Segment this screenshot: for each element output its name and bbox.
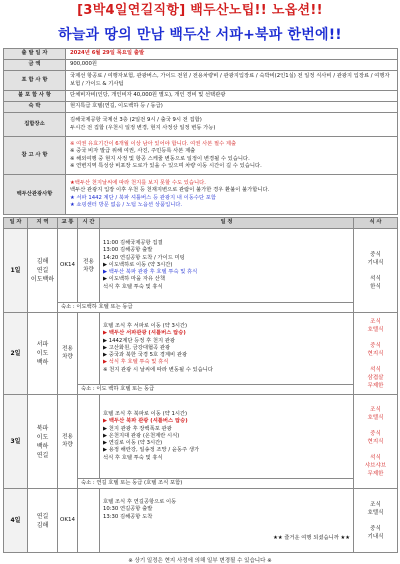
shopping-line: ★ 쇼핑센터 방문 없음 / 노팁 노옵션 상품입니다. <box>70 201 183 208</box>
departure-value: 2024년 6월 29일 목요일 출발 <box>66 49 398 60</box>
day-4-meal: 조식 호텔식 중식 기내식 <box>354 489 398 553</box>
gathering-value <box>66 113 398 137</box>
day-1-transport: OK14 <box>58 229 78 303</box>
shopping-line: ★ 서파 1442 계단 / 북파 셔틀버스 등 관광지 내 이동수단 포함 <box>70 194 216 201</box>
hotel-value: 현지특급 호텔(연길, 이도백하 등 / 동급) <box>66 102 398 113</box>
day-3-label: 3일 <box>4 395 28 489</box>
day-2-meal: 조식 호텔식 중식 현지식 석식 삼겹살 무제한 <box>354 313 398 395</box>
notes-value <box>66 137 398 175</box>
day-1-time: 전용 차량 <box>78 229 100 303</box>
notes-line: ※ 해외여행 중 현지 사정 및 항공 스케줄 변동으로 일정이 변경될 수 있습니다. <box>70 155 250 162</box>
schedule-table <box>3 217 398 553</box>
shopping-label: 백두산관광사항 <box>4 175 66 215</box>
page-subtitle: 하늘과 땅의 만남 백두산 서파+북파 한번에!! <box>58 27 342 43</box>
day-4-region: 연길 김해 <box>28 489 58 553</box>
schedule-line: ▶ 중국과 북한 국경 5호 경계비 관광 <box>103 352 188 359</box>
schedule-line: ▶ 이도백하로 이동 (약 3시간) <box>103 261 173 268</box>
schedule-line: 13:00 김해공항 출발 <box>103 247 153 254</box>
gathering-line: 두시간 전 집합 (우천시 일정 변경, 현지 사정상 일정 변동 가능) <box>70 124 216 131</box>
schedule-line: ▶ 백두산 북파 관광 (셔틀버스 탑승) <box>103 418 188 425</box>
excluded-value: 단체비자비(인당, 개인비자 40,000원 별도), 개인 경비 및 선택관광 <box>66 91 398 102</box>
schedule-line: ▶ 백두산 북파 관광 후 호텔 투숙 및 휴식 <box>103 269 198 276</box>
excluded-label: 불 포 함 사 항 <box>4 91 66 102</box>
day-3-hotel: 숙소 : 연길 호텔 또는 동급 (호텔 조식 포함) <box>78 479 354 489</box>
schedule-line: ★★ 즐거운 여행 되셨습니까 ★★ <box>273 534 350 541</box>
notes-line: ※ 중국 비자 발급 위해 여권, 사진, 주민등록 사본 제출 <box>70 148 196 155</box>
schedule-line: ▶ 용정 해란강, 일송정 조망 / 윤동주 생가 <box>103 447 200 454</box>
shopping-value <box>66 175 398 215</box>
header-time: 시 간 <box>78 218 100 229</box>
day-2-schedule <box>100 313 354 385</box>
footer-note: ※ 상기 일정은 현지 사정에 의해 일부 변경될 수 있습니다 ※ <box>128 558 272 564</box>
notes-line: ※ 여권 유효기간이 6개월 이상 남아 있어야 합니다. 여권 사본 필수 제출 <box>70 141 237 148</box>
day-4-label: 4일 <box>4 489 28 553</box>
header-region: 지 역 <box>28 218 58 229</box>
schedule-line: ▶ 백두산 서파관광 (셔틀버스 탑승) <box>103 330 186 337</box>
schedule-line: ▶ 천지 관광 후 장백폭포 관광 <box>103 425 172 432</box>
schedule-line: ▶ 석식 후 호텔 투숙 및 휴식 <box>103 359 169 366</box>
day-3-schedule <box>100 395 354 479</box>
included-value: 국제선 항공료 / 여행자보험, 관광버스, 가이드 전원 / 전용차량비 / 관광지입장료 / 숙박비(2인1실) 전 일정 식사비 / 관광지 입장료 / 여행자보험 / 가이드 & 기사팁 <box>66 71 398 91</box>
schedule-line: 석식 후 호텔 투숙 및 휴식 <box>103 454 163 461</box>
day-2-label: 2일 <box>4 313 28 395</box>
header-day: 일 자 <box>4 218 28 229</box>
schedule-line <box>103 528 350 535</box>
day-3-time <box>78 395 100 479</box>
schedule-line: 13:30 김해공항 도착 <box>103 513 153 520</box>
schedule-line: 호텔 조식 후 서파로 이동 (약 3시간) <box>103 323 188 330</box>
day-1-hotel: 숙소 : 이도백하 호텔 또는 동급 <box>58 303 354 313</box>
schedule-line: 10:30 연길공항 출발 <box>103 506 153 513</box>
notes-label: 참 고 사 항 <box>4 137 66 175</box>
day-4-schedule <box>100 489 354 553</box>
schedule-line: 호텔 조식 후 연길공항으로 이동 <box>103 499 177 506</box>
day-1-meal: 중식 기내식 석식 한식 <box>354 229 398 313</box>
gathering-label: 집합장소 <box>4 113 66 137</box>
day-3-region: 북파 이도 백하 연길 <box>28 395 58 489</box>
header-transport: 교 통 <box>58 218 78 229</box>
notes-line: ※ 연변지역 특성상 비포장 도로가 있을 수 있으며 차량 이동 시간이 길 수 있습니다. <box>70 162 262 169</box>
header-meal: 식 사 <box>354 218 398 229</box>
day-3-transport: 전용 차량 <box>58 395 78 489</box>
page-title: [3박4일연길직항] 백두산노팁!! 노옵션!! <box>77 3 323 18</box>
schedule-line: ▶ 이도백하 마을 자유 산책 <box>103 276 165 283</box>
schedule-line: 석식 후 호텔 투숙 및 휴식 <box>103 283 163 290</box>
day-2-region: 서파 이도 백하 <box>28 313 58 395</box>
shopping-line: ★백두산 천지날씨에 따라 천지를 보지 못할 수도 있습니다. <box>70 180 206 187</box>
hotel-label: 숙 박 <box>4 102 66 113</box>
departure-label: 출 발 일 자 <box>4 49 66 60</box>
day-4-transport: OK14 <box>58 489 78 553</box>
price-label: 금 액 <box>4 60 66 71</box>
schedule-line: 호텔 조식 후 북파로 이동 (약 1시간) <box>103 411 188 418</box>
schedule-line: ▶ 온천지대 관광 (온천계란 시식) <box>103 432 180 439</box>
price-value: 900,000원 <box>66 60 398 71</box>
schedule-line <box>103 521 350 528</box>
shopping-line: 백두산 관광지 입장 이후 우천 등 천재지변으로 관람이 불가한 경우 환불이 불가합니다. <box>70 187 270 194</box>
day-3-meal: 조식 호텔식 중식 현지식 석식 샤브샤브 무제한 <box>354 395 398 489</box>
tour-info-table <box>3 48 398 215</box>
included-label: 포 함 사 항 <box>4 71 66 91</box>
schedule-line: ▶ 1442계단 등정 후 천지 관광 <box>103 337 176 344</box>
schedule-line: ※ 천지 관광 시 날씨에 따라 변동될 수 있습니다 <box>103 366 214 373</box>
schedule-line: ▶ 고산화원, 금강대협곡 관광 <box>103 344 171 351</box>
schedule-line: 14:20 연길공항 도착 / 가이드 미팅 <box>103 254 185 261</box>
day-1-schedule <box>100 229 354 303</box>
day-4-time <box>78 489 100 553</box>
header-plan: 일 정 <box>100 218 354 229</box>
day-2-hotel: 숙소 : 이도 백하 호텔 또는 동급 <box>78 385 354 395</box>
schedule-line: 11:00 김해국제공항 집결 <box>103 240 163 247</box>
schedule-line: ▶ 연길로 이동 (약 3시간) <box>103 440 163 447</box>
gathering-line: 김해국제공항 국제선 3층 (2일전 9시 / 출국 9시 전 집합) <box>70 117 202 124</box>
day-2-transport: 전용 차량 <box>58 313 78 395</box>
day-2-time <box>78 313 100 385</box>
day-1-label: 1일 <box>4 229 28 313</box>
day-1-region: 김해 연길 이도백하 <box>28 229 58 313</box>
